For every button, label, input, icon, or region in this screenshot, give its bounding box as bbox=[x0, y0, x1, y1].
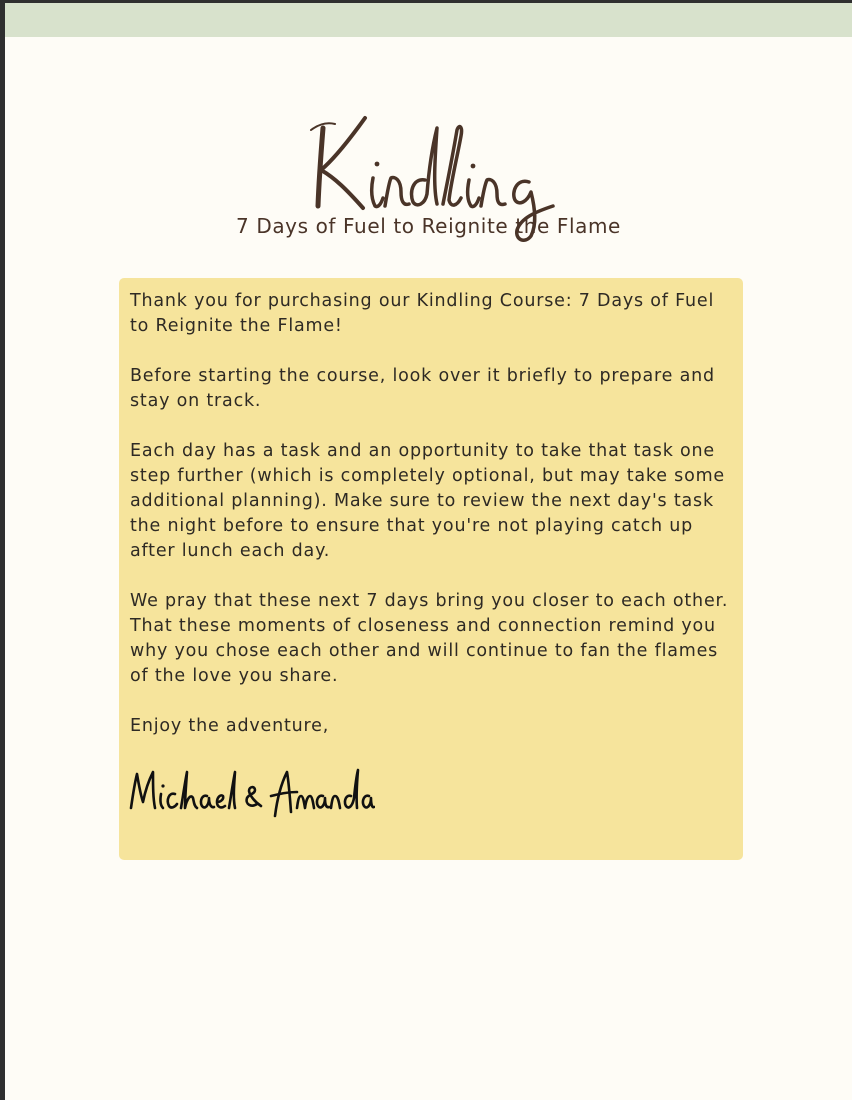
subtitle: 7 Days of Fuel to Reignite the Flame bbox=[236, 214, 621, 238]
letter-paragraph: Thank you for purchasing our Kindling Course: 7 Days of Fuel to Reignite the Flame! bbox=[130, 291, 715, 336]
letter-card bbox=[119, 278, 743, 860]
document-page bbox=[5, 3, 852, 1100]
letter-paragraph: Before starting the course, look over it briefly to prepare and stay on track. bbox=[130, 366, 715, 411]
signature bbox=[125, 764, 375, 824]
top-color-band bbox=[5, 3, 852, 37]
letter-paragraph: Each day has a task and an opportunity to take that task one step further (which is completely optional, but may take some additional planning). Make sure to review the next day's task the night before to ensure that you're not playing catch up after lunch each day. bbox=[130, 441, 725, 561]
letter-paragraph: We pray that these next 7 days bring you closer to each other. That these moments of closeness and connection remind you why you chose each other and will continue to fan the flames of the love you share. bbox=[130, 591, 729, 686]
letter-closing: Enjoy the adventure, bbox=[130, 716, 330, 736]
handwritten-signature bbox=[125, 764, 375, 824]
